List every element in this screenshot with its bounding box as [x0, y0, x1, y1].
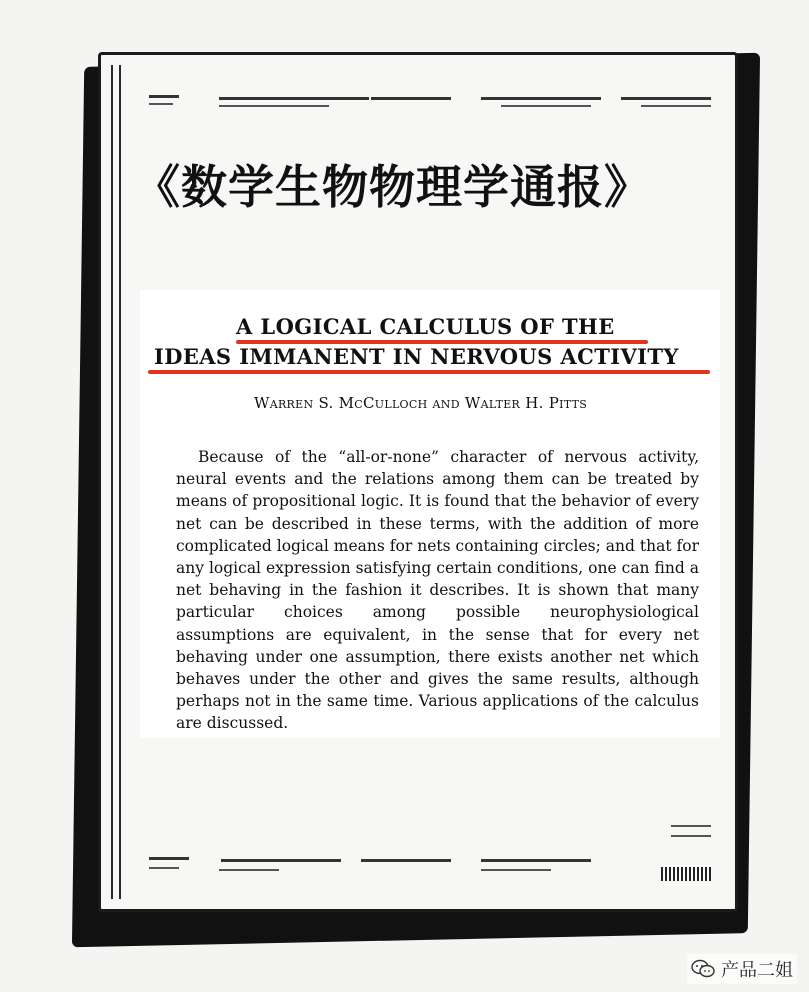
header-rule [621, 97, 711, 100]
footer-rule [149, 857, 189, 860]
paper-title-line-1: A LOGICAL CALCULUS OF THE [236, 314, 615, 339]
wechat-icon [691, 959, 715, 979]
journal-title: 《数学生物物理学通报》 [134, 160, 651, 214]
footer-rule [361, 859, 451, 862]
header-rule [481, 97, 601, 100]
header-rule [149, 95, 179, 98]
paper-authors: Warren S. McCulloch and Walter H. Pitts [254, 394, 588, 412]
highlight-underline [148, 370, 710, 374]
footer-rule [671, 835, 711, 837]
footer-rule [149, 867, 179, 869]
footer-rule [221, 859, 341, 862]
watermark-text: 产品二姐 [721, 960, 793, 981]
header-rule [501, 105, 591, 107]
footer-rule [481, 859, 591, 862]
header-rule [219, 97, 369, 100]
header-rule [371, 97, 451, 100]
spine-line [111, 65, 113, 899]
paper-title-line-2: IDEAS IMMANENT IN NERVOUS ACTIVITY [154, 344, 679, 369]
header-rule [149, 103, 173, 105]
footer-rule [671, 825, 711, 827]
footer-rule [219, 869, 279, 871]
footer-rule [481, 869, 551, 871]
watermark [687, 954, 797, 984]
header-rule [219, 105, 329, 107]
barcode [661, 867, 711, 881]
spine-line [119, 65, 121, 899]
header-rule [641, 105, 711, 107]
paper-abstract: Because of the “all-or-none” character of nervous activity, neural events and the relations among them can be treated by means of propositional logic. It is found that the behavior of every net can be described in these terms, with the addition of more complicated logical means for nets containing circles; and that for any logical expression satisfying certain conditions, one can find a net behaving in the fashion it describes. It is shown that many particular choices among possible neurophysiological assumptions are equivalent, in the sense that for every net behaving under one assumption, there exists another net which behaves under the other and gives the same results, although perhaps not in the same time. Various applications of the calculus are discussed. [176, 448, 699, 733]
paper-clipping [140, 290, 720, 738]
